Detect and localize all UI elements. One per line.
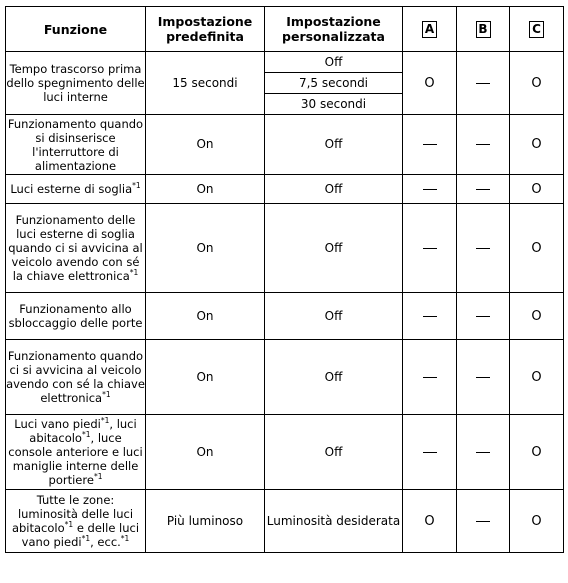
col-b-cell [457,175,510,204]
col-a-cell [403,340,457,415]
settings-table [5,6,564,553]
col-b-cell [457,52,510,115]
personalizzata-option: 30 secondi [265,94,403,115]
header-col-a [403,7,457,52]
dash-mark [423,248,437,249]
col-c-cell: O [510,115,564,175]
label-b: B [476,21,491,38]
funzione-cell [6,490,146,553]
dash-mark [476,452,490,453]
header-predefinita: Impostazione predefinita [146,7,265,52]
footnote-mark: *1 [132,181,141,191]
table-row [6,415,564,490]
dash-mark [476,248,490,249]
dash-mark [476,316,490,317]
dash-mark [476,377,490,378]
predefinita-cell: On [146,293,265,340]
table-row [6,340,564,415]
funzione-text: , luci abitacolo [29,417,137,445]
personalizzata-cell: Off [265,293,403,340]
dash-mark [476,189,490,190]
col-a-cell [403,204,457,293]
col-a-cell [403,415,457,490]
table-row [6,204,564,293]
funzione-text: Funzionamento quando ci si avvicina al veicolo avendo con sé la chiave elettronica [6,349,145,405]
col-a-cell: O [403,490,457,553]
personalizzata-cell: Off [265,115,403,175]
col-c-cell: O [510,52,564,115]
header-personalizzata: Impostazione personalizzata [265,7,403,52]
col-b-cell [457,115,510,175]
personalizzata-option: Off [265,52,403,73]
col-b-cell [457,204,510,293]
dash-mark [423,144,437,145]
funzione-text: Luci vano piedi [14,417,101,431]
dash-mark [423,377,437,378]
header-funzione: Funzione [6,7,146,52]
table-row [6,52,564,73]
funzione-cell: Tempo trascorso prima dello spegnimento delle luci interne [6,52,146,115]
col-c-cell: O [510,175,564,204]
col-c-cell: O [510,204,564,293]
dash-mark [476,521,490,522]
funzione-text: Luci esterne di soglia [10,182,133,196]
col-b-cell [457,490,510,553]
table-row [6,293,564,340]
funzione-cell [6,175,146,204]
personalizzata-cell: Off [265,175,403,204]
personalizzata-cell: Off [265,204,403,293]
predefinita-cell: On [146,115,265,175]
predefinita-cell: Più luminoso [146,490,265,553]
col-a-cell: O [403,52,457,115]
dash-mark [423,452,437,453]
footnote-mark: *1 [93,472,103,482]
table-row [6,115,564,175]
dash-mark [476,144,490,145]
personalizzata-cell: Luminosità desiderata [265,490,403,553]
personalizzata-cell: Off [265,415,403,490]
personalizzata-cell: Off [265,340,403,415]
footnote-mark: *1 [129,268,139,278]
footnote-mark: *1 [100,416,110,426]
col-b-cell [457,415,510,490]
col-b-cell [457,293,510,340]
funzione-cell [6,204,146,293]
predefinita-cell: On [146,340,265,415]
col-a-cell [403,115,457,175]
funzione-cell [6,340,146,415]
col-c-cell: O [510,293,564,340]
predefinita-cell: On [146,175,265,204]
col-c-cell: O [510,340,564,415]
col-a-cell [403,175,457,204]
predefinita-cell: On [146,415,265,490]
footnote-mark: *1 [64,520,74,530]
funzione-cell: Funzionamento allo sbloccaggio delle porte [6,293,146,340]
col-b-cell [457,340,510,415]
label-c: C [529,21,544,38]
col-c-cell: O [510,415,564,490]
predefinita-cell: On [146,204,265,293]
dash-mark [476,83,490,84]
dash-mark [423,316,437,317]
funzione-text: , ecc. [90,535,121,549]
header-col-b [457,7,510,52]
col-a-cell [403,293,457,340]
footnote-mark: *1 [120,534,130,544]
funzione-cell [6,415,146,490]
funzione-text: , luce console anteriore e luci maniglie interne delle portiere [8,431,143,487]
funzione-text: Funzionamento delle luci esterne di soglia quando ci si avvicina al veicolo avendo con sé la chiave elettronica [8,213,143,283]
label-a: A [422,21,437,38]
header-col-c [510,7,564,52]
table-row [6,175,564,204]
footnote-mark: *1 [81,534,91,544]
table-row [6,490,564,553]
dash-mark [423,189,437,190]
funzione-cell: Funzionamento quando si disinserisce l'interruttore di alimentazione [6,115,146,175]
col-c-cell: O [510,490,564,553]
predefinita-cell: 15 secondi [146,52,265,115]
personalizzata-option: 7,5 secondi [265,73,403,94]
funzione-text: e delle luci vano piedi [21,521,140,549]
footnote-mark: *1 [102,390,111,400]
footnote-mark: *1 [81,430,91,440]
header-row [6,7,564,52]
funzione-text: Tutte le zone: luminosità delle luci abitacolo [11,493,134,535]
